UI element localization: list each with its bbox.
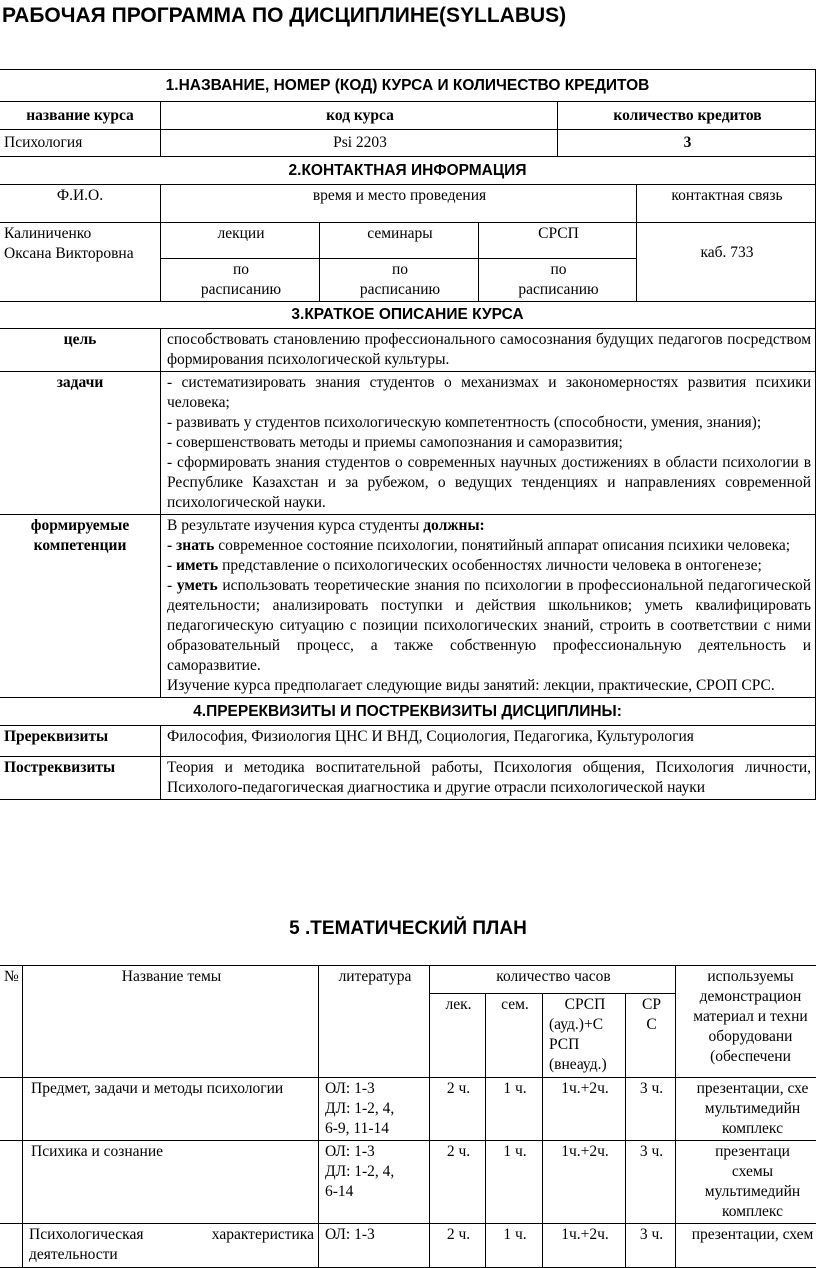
- lek-cell: 2 ч.: [430, 1224, 486, 1268]
- srsp-label: СРСП: [479, 223, 637, 259]
- teacher-name: Калиниченко Оксана Викторовна: [0, 223, 161, 302]
- lectures-schedule: по расписанию: [161, 259, 320, 302]
- section1-heading: 1.НАЗВАНИЕ, НОМЕР (КОД) КУРСА И КОЛИЧЕСТВО КРЕДИТОВ: [0, 70, 816, 102]
- contact-room: каб. 733: [637, 223, 816, 302]
- goal-label: цель: [0, 329, 161, 372]
- goal-text: способствовать становлению профессионального самосознания будущих педагогов посредством формирования психологической культуры.: [161, 329, 816, 372]
- course-code: Psi 2203: [161, 130, 558, 157]
- task-item: - развивать у студентов психологическую компетентность (способности, умения, знания);: [167, 413, 811, 433]
- col-number-header: №: [0, 966, 23, 1078]
- col-lek-header: лек.: [430, 994, 486, 1078]
- competencies-text: В результате изучения курса студенты должны: - знать современное состояние психологии, понятийный аппарат описания психики человека; - иметь представление о психологических особенностях личности человека в онтогенезе; - уметь использовать теоретические знания по психологии в профессиональной педагогической деятельности; анализировать поступки и действия школьников; уметь квалифицировать педагогическую ситуацию с позиции психологических знаний, строить в соответствии с ними образовательный процесс, а также собственную профессиональную деятельность и саморазвитие. Изучение курса предполагает следующие виды занятий: лекции, практические, СРОП СРС.: [161, 515, 816, 698]
- document-title: РАБОЧАЯ ПРОГРАММА ПО ДИСЦИПЛИНЕ(SYLLABUS): [2, 4, 566, 28]
- course-code-header: код курса: [161, 102, 558, 130]
- contact-header: контактная связь: [637, 185, 816, 223]
- col-literature-header: литература: [319, 966, 430, 1078]
- task-item: - сформировать знания студентов о современных научных достижениях в области психологии в Республике Казахстан и за рубежом, о ведущих тенденциях и направлениях современной психологической науки.: [167, 453, 811, 513]
- thematic-plan-table: [0, 965, 816, 1268]
- time-place-header: время и место проведения: [161, 185, 637, 223]
- sem-cell: 1 ч.: [486, 1141, 543, 1224]
- topic-cell: Психика и сознание: [23, 1141, 319, 1224]
- course-name: Психология: [0, 130, 161, 157]
- tasks-label: задачи: [0, 372, 161, 515]
- srsp-cell: 1ч.+2ч.: [543, 1224, 626, 1268]
- prerequisites-label: Пререквизиты: [0, 726, 161, 757]
- prerequisites-text: Философия, Физиология ЦНС И ВНД, Социология, Педагогика, Культурология: [161, 726, 816, 757]
- topic-cell: Предмет, задачи и методы психологии: [23, 1078, 319, 1141]
- demo-cell: презентаци схемы мультимедийн комплекс: [676, 1141, 816, 1224]
- lectures-label: лекции: [161, 223, 320, 259]
- col-srsp-header: СРСП (ауд.)+С РСП (внеауд.): [543, 994, 626, 1078]
- postrequisites-text: Теория и методика воспитательной работы, Психология общения, Психология личности, Психолого-педагогическая диагностика и другие отрасли психологической науки: [161, 757, 816, 800]
- srsp-schedule: по расписанию: [479, 259, 637, 302]
- demo-cell: презентации, схем: [676, 1224, 816, 1268]
- lek-cell: 2 ч.: [430, 1141, 486, 1224]
- credits-header: количество кредитов: [558, 102, 816, 130]
- sem-cell: 1 ч.: [486, 1224, 543, 1268]
- section2-heading: 2.КОНТАКТНАЯ ИНФОРМАЦИЯ: [0, 157, 816, 185]
- postrequisites-label: Постреквизиты: [0, 757, 161, 800]
- task-item: - совершенствовать методы и приемы самопознания и саморазвития;: [167, 433, 811, 453]
- fio-header: Ф.И.О.: [0, 185, 161, 223]
- seminars-label: семинары: [320, 223, 479, 259]
- col-demo-header: используемы демонстрацион материал и техни оборудовани (обеспечени: [676, 966, 816, 1078]
- table-row: [0, 1078, 816, 1141]
- srs-cell: 3 ч.: [626, 1141, 676, 1224]
- col-topic-header: Название темы: [23, 966, 319, 1078]
- tasks-list: [161, 372, 816, 515]
- literature-cell: ОЛ: 1-3 ДЛ: 1-2, 4, 6-9, 11-14: [319, 1078, 430, 1141]
- literature-cell: ОЛ: 1-3 ДЛ: 1-2, 4, 6-14: [319, 1141, 430, 1224]
- demo-cell: презентации, схе мультимедийн комплекс: [676, 1078, 816, 1141]
- srsp-cell: 1ч.+2ч.: [543, 1141, 626, 1224]
- section5-heading: 5 .ТЕМАТИЧЕСКИЙ ПЛАН: [0, 918, 816, 940]
- col-hours-header: количество часов: [430, 966, 676, 994]
- srs-cell: 3 ч.: [626, 1078, 676, 1141]
- table-row: [0, 1141, 816, 1224]
- literature-cell: ОЛ: 1-3: [319, 1224, 430, 1268]
- topic-cell: Психологическая характеристика деятельности: [23, 1224, 319, 1268]
- section4-heading: 4.ПРЕРЕКВИЗИТЫ И ПОСТРЕКВИЗИТЫ ДИСЦИПЛИНЫ:: [0, 698, 816, 726]
- course-name-header: название курса: [0, 102, 161, 130]
- course-credits: 3: [558, 130, 816, 157]
- task-item: - систематизировать знания студентов о механизмах и закономерностях развития психики человека;: [167, 373, 811, 413]
- competencies-label: формируемые компетенции: [0, 515, 161, 698]
- col-srs-header: СР С: [626, 994, 676, 1078]
- srs-cell: 3 ч.: [626, 1224, 676, 1268]
- seminars-schedule: по расписанию: [320, 259, 479, 302]
- lek-cell: 2 ч.: [430, 1078, 486, 1141]
- sem-cell: 1 ч.: [486, 1078, 543, 1141]
- section3-heading: 3.КРАТКОЕ ОПИСАНИЕ КУРСА: [0, 302, 816, 329]
- srsp-cell: 1ч.+2ч.: [543, 1078, 626, 1141]
- syllabus-info-table: [0, 69, 816, 800]
- col-sem-header: сем.: [486, 994, 543, 1078]
